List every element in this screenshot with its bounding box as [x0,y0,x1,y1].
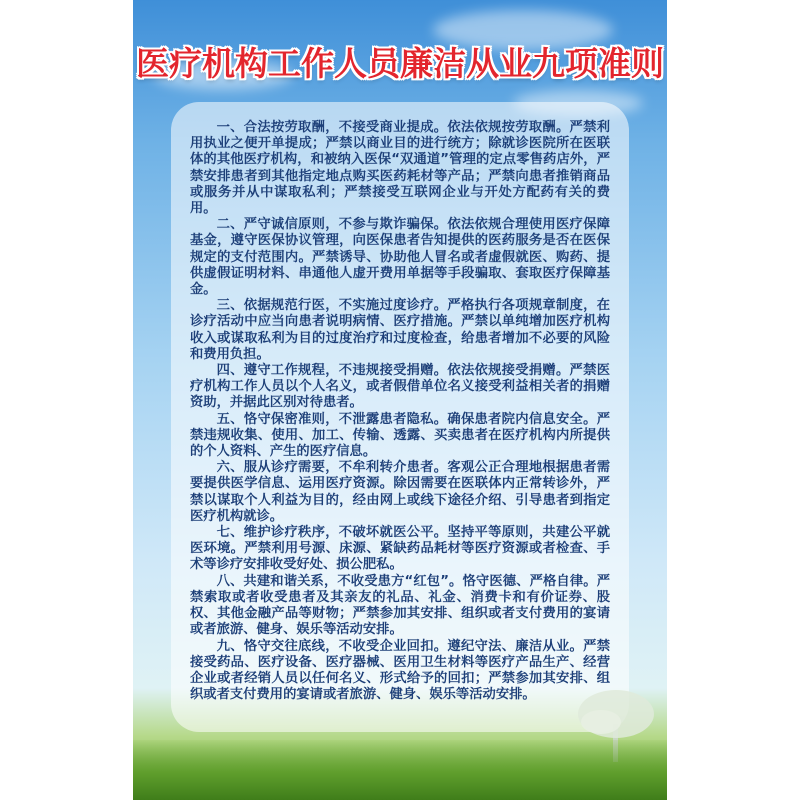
grass-field [133,740,667,800]
article-4: 四、遵守工作规程，不违规接受捐赠。依法依规接受捐赠。严禁医疗机构工作人员以个人名义，或者假借单位名义接受利益相关者的捐赠资助，并据此区别对待患者。 [190,363,610,411]
poster-title: 医疗机构工作人员廉洁从业九项准则 [136,44,664,83]
article-5: 五、恪守保密准则，不泄露患者隐私。确保患者院内信息安全。严禁违规收集、使用、加工、传输、透露、买卖患者在医疗机构内所提供的个人资料、产生的医疗信息。 [190,411,610,460]
article-8: 八、共建和谐关系，不收受患方“红包”。恪守医德、严格自律。严禁索取或者收受患者及其亲友的礼品、礼金、消费卡和有价证券、股权、其他金融产品等财物；严禁参加其安排、组织或者支付费用的宴请或者旅游、健身、娱乐等活动安排。 [190,573,610,638]
article-3: 三、依据规范行医，不实施过度诊疗。严格执行各项规章制度，在诊疗活动中应当向患者说明病情、医疗措施。严禁以单纯增加医疗机构收入或谋取私利为目的过度治疗和过度检查，给患者增加不必要的风险和费用负担。 [190,298,610,362]
article-6: 六、服从诊疗需要，不牟利转介患者。客观公正合理地根据患者需要提供医学信息、运用医疗资源。除因需要在医联体内正常转诊外，严禁以谋取个人利益为目的，经由网上或线下途径介绍、引导患者到指定医疗机构就诊。 [190,460,610,524]
article-1: 一、合法按劳取酬，不接受商业提成。依法依规按劳取酬。严禁利用执业之便开单提成；严禁以商业目的进行统方；除就诊医院所在医联体的其他医疗机构，和被纳入医保“双通道”管理的定点零售药店外，严禁安排患者到其他指定地点购买医药耗材等产品；严禁向患者推销商品或服务并从中谋取私利；严禁接受互联网企业与开处方配药有关的费用。 [190,120,610,217]
article-2: 二、严守诚信原则，不参与欺诈骗保。依法依规合理使用医疗保障基金，遵守医保协议管理，向医保患者告知提供的医药服务是否在医保规定的支付范围内。严禁诱导、协助他人冒名或者虚假就医、购药、提供虚假证明材料、串通他人虚开费用单据等手段骗取、套取医疗保障基金。 [190,217,610,298]
title-bar [133,34,667,94]
content-panel [171,102,629,732]
article-9: 九、恪守交往底线，不收受企业回扣。遵纪守法、廉洁从业。严禁接受药品、医疗设备、医疗器械、医用卫生材料等医疗产品生产、经营企业或者经销人员以任何名义、形式给予的回扣；严禁参加其安排、组织或者支付费用的宴请或者旅游、健身、娱乐等活动安排。 [190,638,610,703]
poster [133,0,667,800]
article-7: 七、维护诊疗秩序，不破坏就医公平。坚持平等原则，共建公平就医环境。严禁利用号源、床源、紧缺药品耗材等医疗资源或者检查、手术等诊疗安排收受好处、损公肥私。 [190,525,610,573]
